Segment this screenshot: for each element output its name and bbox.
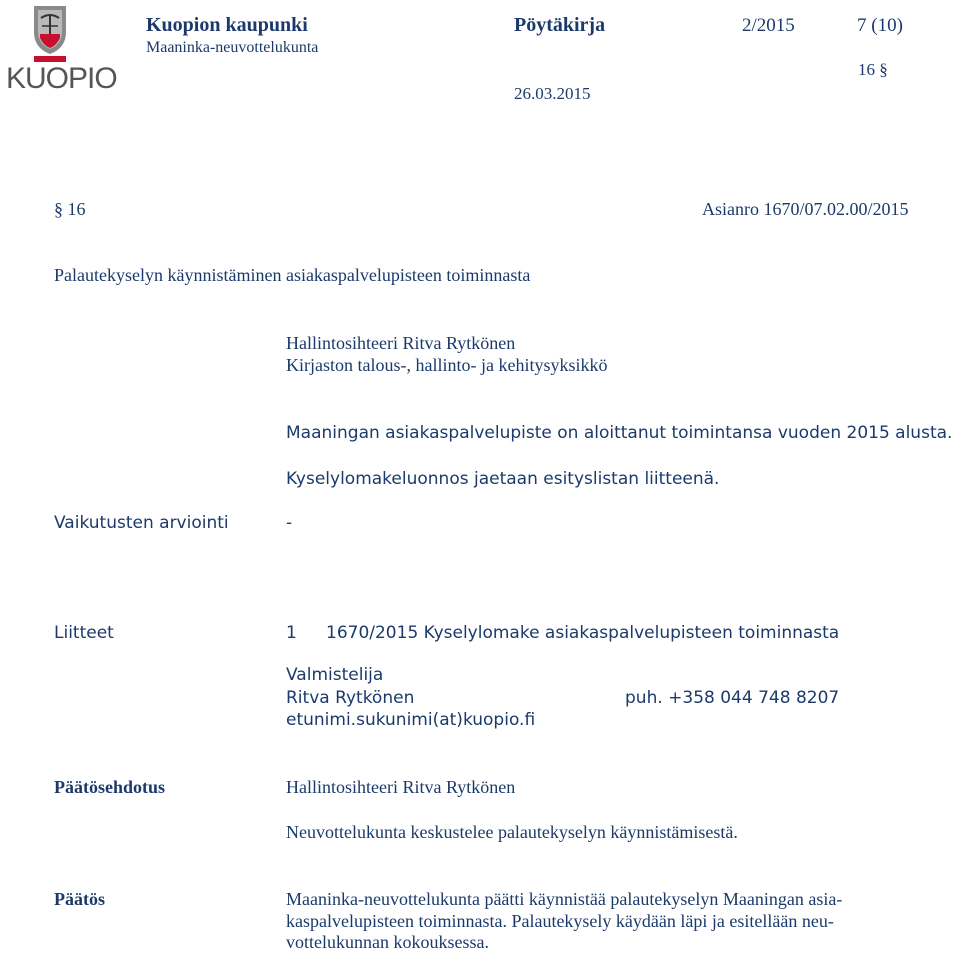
contact-phone: puh. +358 044 748 8207 xyxy=(625,688,840,708)
coat-of-arms-icon xyxy=(4,4,117,96)
contact-role: Valmistelija xyxy=(286,665,384,685)
impact-label: Vaikutusten arviointi xyxy=(54,513,229,533)
attachments-label: Liitteet xyxy=(54,623,114,643)
section-number: § 16 xyxy=(54,199,86,219)
attachment-number: 1 xyxy=(286,623,297,643)
section-title: Palautekyselyn käynnistäminen asiakaspalvelupisteen toiminnasta xyxy=(54,265,531,285)
preparer-line2: Kirjaston talous-, hallinto- ja kehitysyksikkö xyxy=(286,355,608,375)
case-number: Asianro 1670/07.02.00/2015 xyxy=(702,199,909,219)
page-number: 7 (10) xyxy=(857,15,903,36)
proposal-author: Hallintosihteeri Ritva Rytkönen xyxy=(286,777,516,797)
attachment-link[interactable]: 1670/2015 Kyselylomake asiakaspalvelupisteen toiminnasta xyxy=(326,623,840,643)
decision-line-3: vottelukunnan kokouksessa. xyxy=(286,932,489,952)
section-ref: 16 § xyxy=(858,60,888,79)
svg-text:KUOPIO: KUOPIO xyxy=(6,62,117,95)
impact-value: - xyxy=(286,513,293,533)
org-name: Kuopion kaupunki xyxy=(146,14,308,36)
proposal-text: Neuvottelukunta keskustelee palautekyselyn käynnistämisestä. xyxy=(286,822,738,842)
body-text-1: Maaningan asiakaspalvelupiste on aloittanut toimintansa vuoden 2015 alusta. xyxy=(286,423,953,443)
decision-label: Päätös xyxy=(54,889,105,909)
preparer-line1: Hallintosihteeri Ritva Rytkönen xyxy=(286,333,516,353)
body-text-2: Kyselylomakeluonnos jaetaan esityslistan liitteenä. xyxy=(286,469,720,489)
doc-number: 2/2015 xyxy=(742,15,795,36)
meeting-date: 26.03.2015 xyxy=(514,84,591,103)
decision-line-2: kaspalvelupisteen toiminnasta. Palautekysely käydään läpi ja esitellään neu- xyxy=(286,911,834,931)
body-name: Maaninka-neuvottelukunta xyxy=(146,39,319,56)
kuopio-logo xyxy=(4,4,117,96)
contact-email[interactable]: etunimi.sukunimi(at)kuopio.fi xyxy=(286,710,536,730)
proposal-label: Päätösehdotus xyxy=(54,777,166,797)
contact-name: Ritva Rytkönen xyxy=(286,688,415,708)
doc-type: Pöytäkirja xyxy=(514,14,606,36)
decision-line-1: Maaninka-neuvottelukunta päätti käynnistää palautekyselyn Maaningan asia- xyxy=(286,889,843,909)
